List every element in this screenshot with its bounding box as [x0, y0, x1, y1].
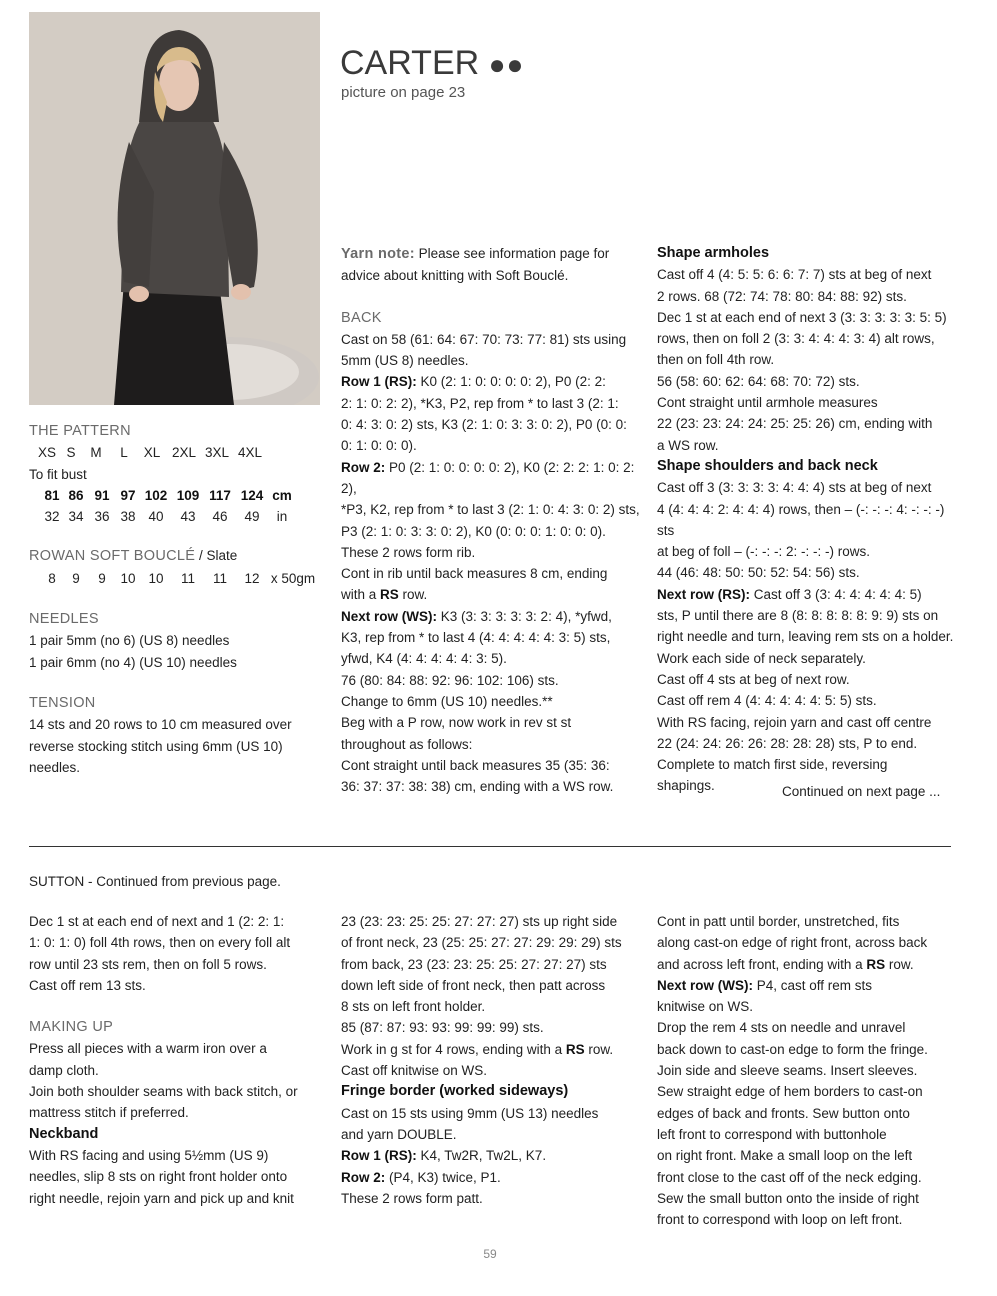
size-table [29, 442, 329, 527]
yarn-value: 10 [148, 570, 164, 586]
instruction-line: Sew straight edge of hem borders to cast-on [657, 1084, 923, 1100]
instruction-line: 44 (46: 48: 50: 50: 52: 54: 56) sts. [657, 565, 860, 581]
cm-value: 91 [94, 487, 110, 503]
row2-instruction [341, 1167, 646, 1188]
row-label: Row 2: [341, 459, 386, 475]
instruction-line: edges of back and fronts. Sew button onto [657, 1105, 910, 1121]
row-text: Cast off 3 (3: 4: 4: 4: 4: 4: 5) [750, 586, 922, 602]
row1-instruction [341, 371, 646, 392]
instruction-line: These 2 rows form patt. [341, 1190, 483, 1206]
instruction-line: Join both shoulder seams with back stitch, or [29, 1084, 298, 1100]
in-value: 43 [180, 509, 196, 525]
instruction-line: sts, P until there are 8 (8: 8: 8: 8: 8: 9: 9) sts on [657, 608, 939, 624]
next-row-instruction [657, 975, 957, 996]
yarn-note-label: Yarn note: [341, 246, 415, 262]
yarn-note [341, 243, 646, 265]
instruction-line: throughout as follows: [341, 736, 473, 752]
row-label: Next row (WS): [657, 977, 753, 993]
model-photo [29, 12, 320, 405]
yarn-value: 12 [244, 570, 260, 586]
text-bold: RS [565, 1041, 585, 1057]
cm-row [29, 485, 329, 506]
instruction-line: row until 23 sts rem, then on foll 5 rows. [29, 956, 267, 972]
text: row. [398, 587, 428, 603]
yarn-value: 10 [120, 570, 136, 586]
to-fit-label: To fit bust [29, 466, 87, 482]
text: and across left front, ending with a [657, 956, 867, 972]
yarn-note-text: Please see information page for [414, 246, 610, 261]
text: row. [885, 956, 914, 972]
instruction-line: Change to 6mm (US 10) needles.** [341, 693, 553, 709]
right-column [657, 243, 957, 797]
row-text: K3 (3: 3: 3: 3: 3: 2: 4), *yfwd, [437, 608, 612, 624]
neckband-heading: Neckband [29, 1125, 99, 1142]
in-value: 36 [94, 509, 110, 525]
needles-line: 1 pair 6mm (no 4) (US 10) needles [29, 654, 237, 670]
instruction-line: These 2 rows form rib. [341, 544, 476, 560]
size-label: L [120, 445, 128, 461]
instruction-line: 36: 37: 37: 38: 38) cm, ending with a WS row. [341, 779, 614, 795]
shape-shoulders-heading: Shape shoulders and back neck [657, 457, 878, 474]
instruction-line: a WS row. [657, 437, 719, 453]
yarn-value: 8 [48, 570, 56, 586]
instruction-line: Cast on 58 (61: 64: 67: 70: 73: 77: 81) sts using [341, 331, 627, 347]
instruction-line: front to correspond with loop on left front. [657, 1212, 903, 1228]
the-pattern-heading: THE PATTERN [29, 423, 131, 439]
instruction-line: right needle and turn, leaving rem sts on a holder. [657, 629, 954, 645]
instruction-line: needles, slip 8 sts on right front holder onto [29, 1169, 288, 1185]
yarn-note-line: advice about knitting with Soft Bouclé. [341, 268, 569, 284]
instruction-line: Dec 1 st at each end of next and 1 (2: 2: 1: [29, 914, 285, 929]
instruction-line: knitwise on WS. [657, 999, 754, 1015]
tension-line: needles. [29, 759, 81, 775]
instruction-line: 8 sts on left front holder. [341, 999, 486, 1015]
size-label: XL [143, 445, 161, 461]
text: with a [341, 587, 381, 603]
row-text: K4, Tw2R, Tw2L, K7. [416, 1148, 547, 1164]
row-text: P4, cast off rem sts [753, 977, 873, 993]
in-value: 46 [212, 509, 228, 525]
page-number: 59 [483, 1247, 497, 1261]
instruction-line: 1: 0: 1: 0) foll 4th rows, then on every foll alt [29, 935, 291, 951]
instruction-line: Sew the small button onto the inside of right [657, 1190, 919, 1206]
sutton-heading [29, 871, 429, 892]
tension-line: 14 sts and 20 rows to 10 cm measured over [29, 717, 292, 733]
needles-line: 1 pair 5mm (no 6) (US 8) needles [29, 633, 230, 649]
yarn-quantity-row [29, 568, 329, 589]
sutton-column-3 [657, 911, 957, 1230]
instruction-line: and yarn DOUBLE. [341, 1126, 457, 1142]
instruction-line: Dec 1 st at each end of next 3 (3: 3: 3: 3: 3: 5: 5) [657, 309, 947, 325]
cm-value: 86 [68, 487, 84, 503]
sutton-label: SUTTON [29, 874, 85, 889]
size-label: 3XL [204, 445, 230, 461]
difficulty-dots-icon: ●● [488, 49, 525, 80]
instruction-line: 56 (58: 60: 62: 64: 68: 70: 72) sts. [657, 373, 860, 389]
fringe-border-heading: Fringe border (worked sideways) [341, 1083, 569, 1100]
pattern-title [340, 44, 524, 83]
instruction-line: With RS facing and using 5½mm (US 9) [29, 1147, 269, 1163]
instruction-line: 22 (24: 24: 26: 26: 28: 28: 28) sts, P to end. [657, 735, 918, 751]
row2-instruction [341, 457, 646, 500]
yarn-value: 11 [180, 570, 195, 586]
instruction-line: Cont straight until armhole measures [657, 395, 878, 411]
instruction-line: from back, 23 (23: 23: 25: 25: 27: 27: 27) sts [341, 956, 607, 972]
in-value: 38 [120, 509, 136, 525]
size-label: 2XL [171, 445, 197, 461]
in-unit: in [276, 509, 288, 525]
instruction-line: 2 rows. 68 (72: 74: 78: 80: 84: 88: 92) sts. [657, 288, 907, 304]
row-text: (P4, K3) twice, P1. [385, 1169, 501, 1185]
instruction-line: Drop the rem 4 sts on needle and unravel [657, 1020, 906, 1036]
instruction-line: Cast off 3 (3: 3: 3: 3: 4: 4: 4) sts at beg of next [657, 480, 932, 496]
instruction-line: damp cloth. [29, 1062, 99, 1078]
continued-note: Continued on next page ... [782, 784, 941, 799]
next-row-instruction [657, 584, 957, 605]
instruction-line: 4 (4: 4: 4: 2: 4: 4: 4) rows, then – (-: -: -: 4: -: -: -) sts [657, 501, 945, 538]
cm-value: 81 [44, 487, 60, 503]
instruction-line: 76 (80: 84: 88: 92: 96: 102: 106) sts. [341, 672, 559, 688]
cm-unit: cm [272, 487, 292, 503]
in-value: 40 [148, 509, 164, 525]
instruction-line: Cast off 4 sts at beg of next row. [657, 671, 850, 687]
instruction-line: 5mm (US 8) needles. [341, 353, 469, 369]
instruction-line: on right front. Make a small loop on the left [657, 1148, 913, 1164]
back-heading: BACK [341, 309, 382, 326]
instruction-line: 2: 1: 0: 2: 2), *K3, P2, rep from * to last 3 (2: 1: [341, 395, 619, 411]
instruction-line: Press all pieces with a warm iron over a [29, 1041, 267, 1057]
instruction-line: 22 (23: 23: 24: 24: 25: 25: 26) cm, ending with [657, 416, 933, 432]
row1-instruction [341, 1145, 646, 1166]
instruction-line: right needle, rejoin yarn and pick up and knit [29, 1190, 294, 1206]
row-label: Row 1 (RS): [341, 1148, 417, 1164]
row-label: Row 1 (RS): [341, 374, 417, 390]
next-row-instruction [341, 606, 646, 627]
title-text: CARTER [340, 44, 480, 82]
sutton-column-1 [29, 911, 329, 1209]
instruction-line: With RS facing, rejoin yarn and cast off centre [657, 714, 932, 730]
cm-value: 109 [176, 487, 200, 503]
instruction-line: Cast off rem 13 sts. [29, 977, 146, 993]
in-value: 34 [68, 509, 84, 525]
yarn-name: ROWAN SOFT BOUCLÉ [29, 548, 196, 565]
picture-reference: picture on page 23 [341, 84, 466, 101]
instruction-line: along cast-on edge of right front, across back [657, 935, 928, 951]
middle-column [341, 243, 646, 797]
row-label: Row 2: [341, 1169, 386, 1185]
row-text: P0 (2: 1: 0: 0: 0: 0: 2), K0 (2: 2: 2: 1: 0: 2: 2), [341, 459, 635, 496]
instruction-line: then on foll 4th row. [657, 352, 775, 368]
instruction-line: 23 (23: 23: 25: 25: 27: 27: 27) sts up right side [341, 914, 618, 929]
sutton-column-2 [341, 911, 646, 1209]
instruction-line: of front neck, 23 (25: 25: 27: 27: 29: 29: 29) sts [341, 935, 622, 951]
size-label: 4XL [237, 445, 263, 461]
instruction-line: K3, rep from * to last 4 (4: 4: 4: 4: 4: 3: 5) sts, [341, 630, 611, 646]
yarn-value: 9 [98, 570, 106, 586]
instruction-line: *P3, K2, rep from * to last 3 (2: 1: 0: 4: 3: 0: 2) sts, [341, 502, 640, 518]
making-up-heading: MAKING UP [29, 1019, 114, 1036]
needles-heading: NEEDLES [29, 611, 99, 628]
cm-value: 117 [209, 487, 231, 503]
instruction-line: Cast off 4 (4: 5: 5: 6: 6: 7: 7) sts at beg of next [657, 267, 932, 283]
instruction-line: P3 (2: 1: 0: 3: 3: 0: 2), K0 (0: 0: 0: 1: 0: 0: 0). [341, 523, 606, 539]
instruction-line: Cont straight until back measures 35 (35: 36: [341, 757, 610, 773]
instruction-line: yfwd, K4 (4: 4: 4: 4: 4: 3: 5). [341, 651, 507, 667]
instruction-line: 0: 1: 0: 0: 0). [341, 438, 417, 454]
instruction-line: Cast on 15 sts using 9mm (US 13) needles [341, 1105, 599, 1121]
instruction-line [341, 1039, 646, 1060]
instruction-line: rows, then on foll 2 (3: 3: 4: 4: 4: 3: 4) alt rows, [657, 331, 935, 347]
row-text: K0 (2: 1: 0: 0: 0: 0: 2), P0 (2: 2: [416, 374, 606, 390]
cm-value: 124 [240, 487, 264, 503]
cm-value: 102 [144, 487, 168, 503]
shape-armholes-heading: Shape armholes [657, 245, 770, 261]
text: Work in g st for 4 rows, ending with a [341, 1041, 566, 1057]
sutton-continued: - Continued from previous page. [84, 874, 281, 889]
row-label: Next row (WS): [341, 608, 437, 624]
cm-value: 97 [120, 487, 136, 503]
instruction-line: Cast off knitwise on WS. [341, 1063, 488, 1079]
instruction-line: Join side and sleeve seams. Insert sleeves. [657, 1063, 918, 1079]
text-bold: RS [380, 587, 399, 603]
instruction-line: Cont in patt until border, unstretched, fits [657, 914, 900, 929]
left-column [29, 421, 329, 778]
instruction-line: Complete to match first side, reversing [657, 757, 888, 773]
instruction-line: mattress stitch if preferred. [29, 1105, 189, 1121]
instruction-line [657, 954, 957, 975]
yarn-color: / Slate [199, 548, 238, 564]
instruction-line: front close to the cast off of the neck edging. [657, 1169, 922, 1185]
instruction-line [341, 584, 646, 605]
size-label: S [66, 445, 76, 461]
in-value: 32 [44, 509, 60, 525]
instruction-line: left front to correspond with buttonhole [657, 1126, 887, 1142]
section-divider [29, 846, 951, 847]
tension-line: reverse stocking stitch using 6mm (US 10) [29, 738, 283, 754]
instruction-line: down left side of front neck, then patt across [341, 977, 606, 993]
in-value: 49 [244, 509, 260, 525]
instruction-line: Cont in rib until back measures 8 cm, ending [341, 566, 608, 582]
sweater-model-illustration [29, 12, 320, 405]
tension-heading: TENSION [29, 694, 96, 711]
size-label: XS [37, 445, 56, 461]
yarn-unit: x 50gm [270, 570, 316, 586]
in-row [29, 506, 329, 527]
size-label: M [90, 445, 102, 461]
instruction-line: Work each side of neck separately. [657, 650, 866, 666]
yarn-value: 11 [212, 570, 227, 586]
size-names-row [29, 442, 329, 463]
text: row. [584, 1041, 614, 1057]
yarn-heading [29, 545, 329, 567]
instruction-line: at beg of foll – (-: -: -: 2: -: -: -) rows. [657, 544, 871, 560]
text-bold: RS [866, 956, 886, 972]
instruction-line: 0: 4: 3: 0: 2) sts, K3 (2: 1: 0: 3: 3: 0: 2), P0 (0: 0: [341, 417, 627, 433]
row-label: Next row (RS): [657, 586, 751, 602]
instruction-line: Cast off rem 4 (4: 4: 4: 4: 4: 5: 5) sts. [657, 693, 877, 709]
instruction-line: shapings. [657, 778, 715, 794]
yarn-value: 9 [72, 570, 80, 586]
instruction-line: Beg with a P row, now work in rev st st [341, 715, 572, 731]
instruction-line: back down to cast-on edge to form the fringe. [657, 1041, 928, 1057]
instruction-line: 85 (87: 87: 93: 93: 99: 99: 99) sts. [341, 1020, 544, 1036]
